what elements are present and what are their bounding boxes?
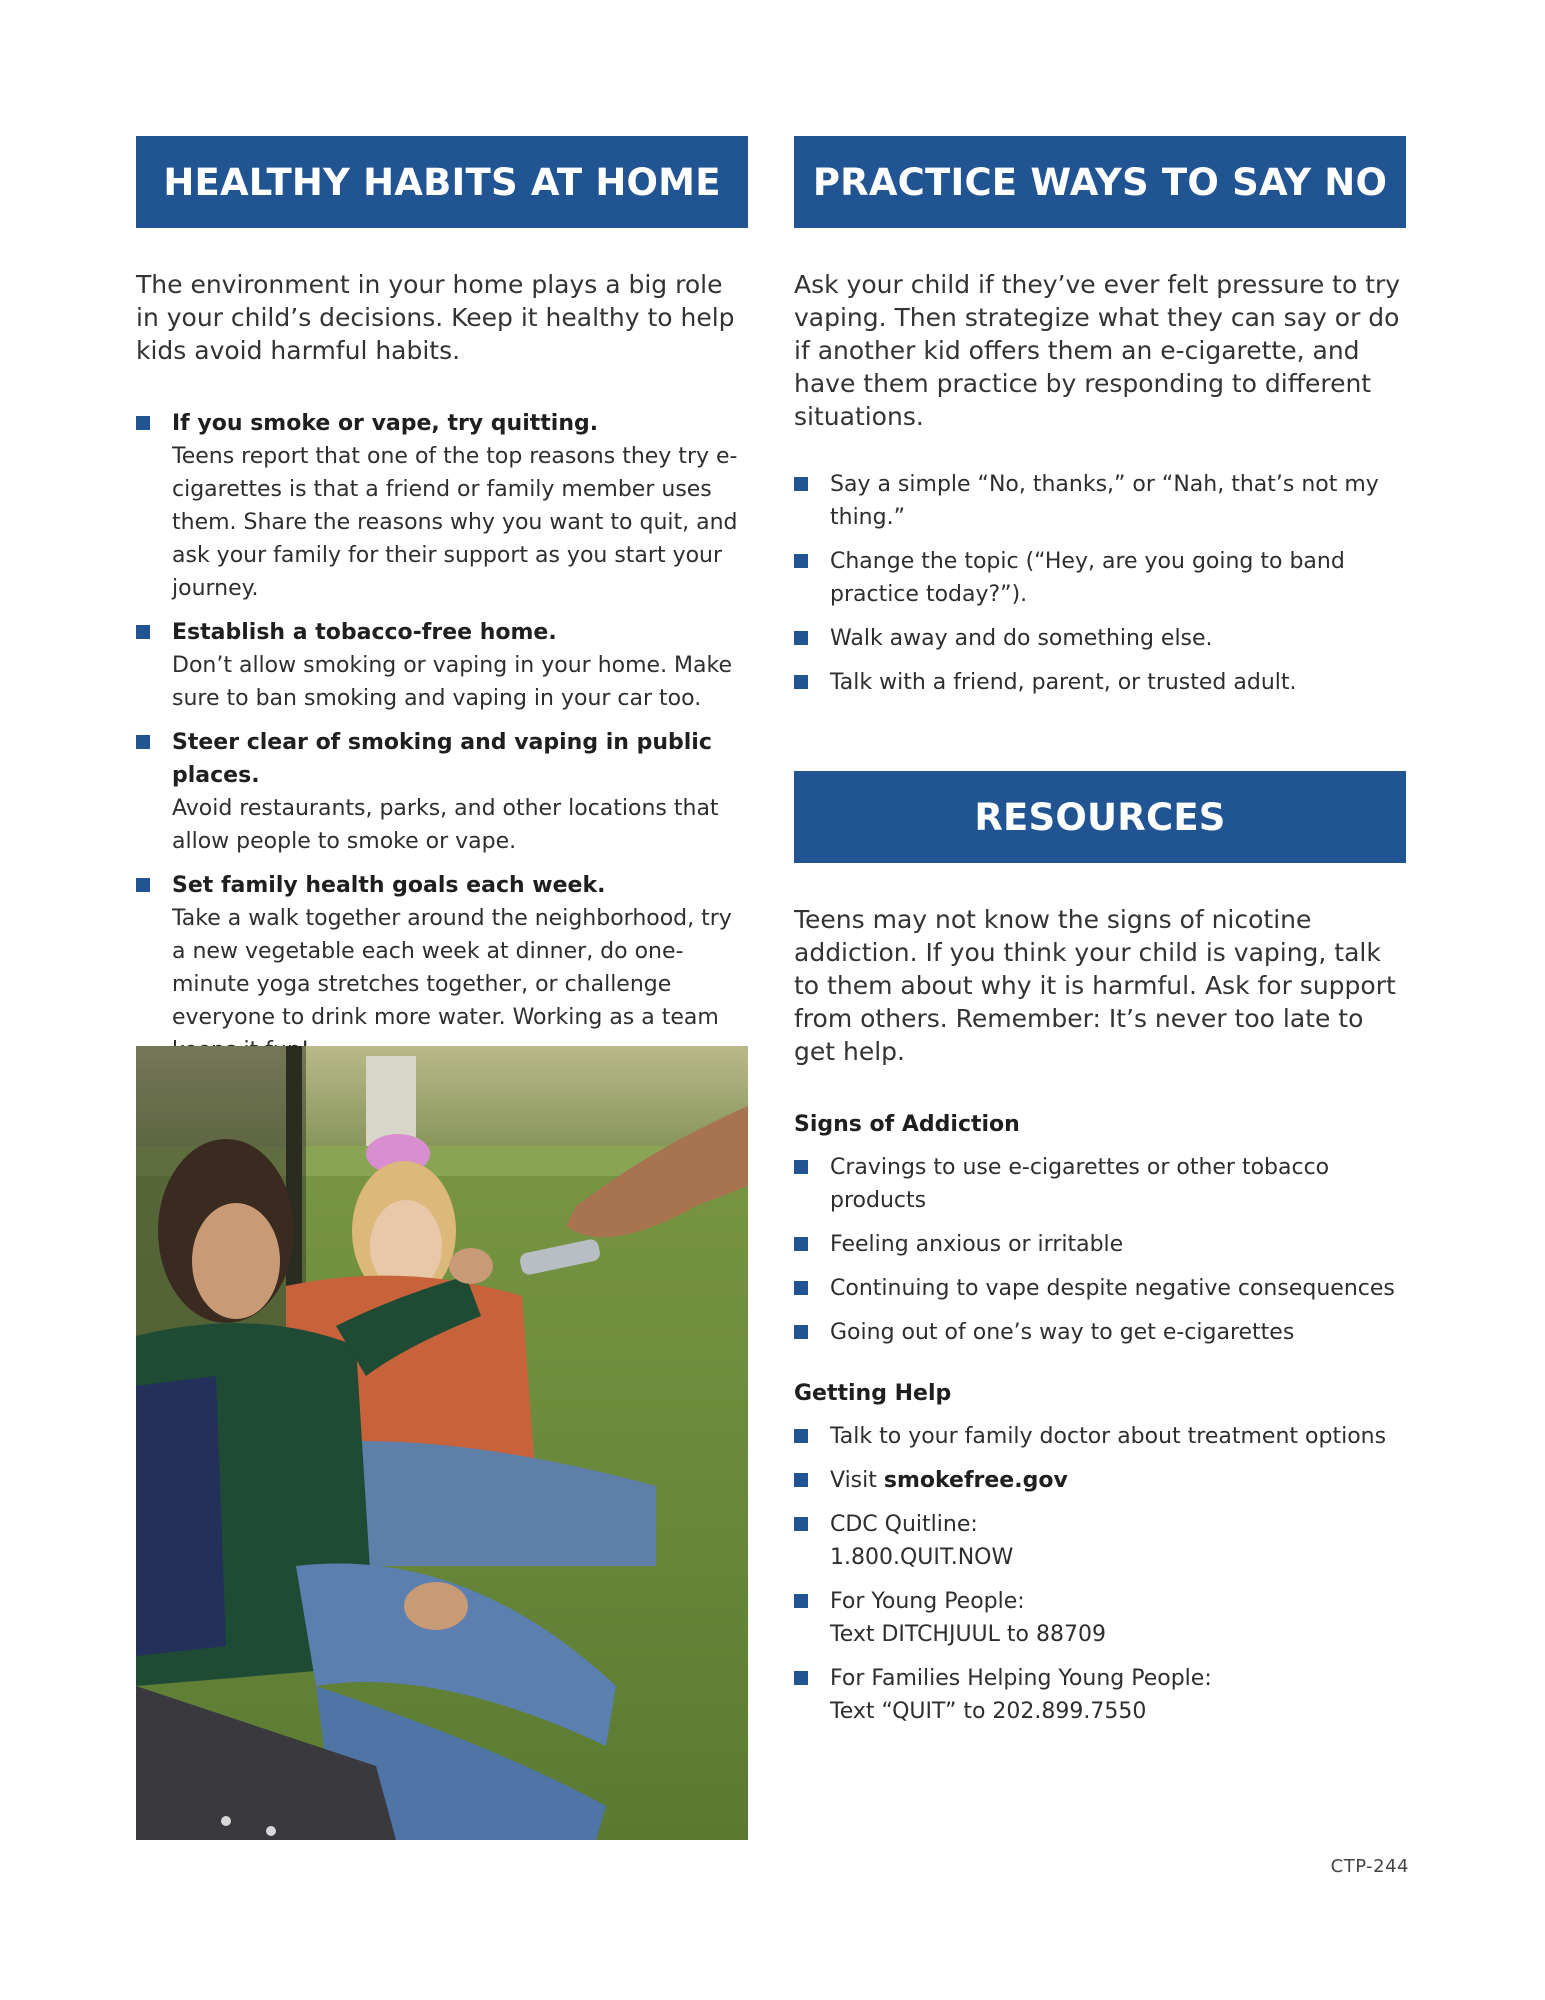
item-title: Establish a tobacco-free home. [172, 620, 557, 645]
healthy-habits-heading: HEALTHY HABITS AT HOME [163, 160, 721, 204]
item-text: Say a simple “No, thanks,” or “Nah, that’s not my thing.” [830, 472, 1379, 530]
signs-of-addiction-heading: Signs of Addiction [794, 1112, 1020, 1137]
getting-help-heading: Getting Help [794, 1381, 952, 1406]
item-title: If you smoke or vape, try quitting. [172, 411, 599, 436]
list-item [794, 1228, 1406, 1261]
list-item [794, 1662, 1406, 1728]
item-text: Feeling anxious or irritable [830, 1232, 1124, 1257]
list-item [794, 622, 1406, 655]
right-column [794, 136, 1406, 1739]
say-no-banner [794, 136, 1406, 228]
list-item [136, 407, 748, 605]
item-text: Teens report that one of the top reasons they try e-cigarettes is that a friend or family member uses them. Share the reasons why you want to quit, and ask your family for their support as you start your journey. [172, 444, 738, 601]
list-item [794, 1464, 1406, 1497]
item-title: Set family health goals each week. [172, 873, 606, 898]
square-bullet-icon [794, 1473, 808, 1487]
item-text: Change the topic (“Hey, are you going to band practice today?”). [830, 549, 1345, 607]
list-item [794, 545, 1406, 611]
list-item [136, 616, 748, 715]
resources-intro: Teens may not know the signs of nicotine addiction. If you think your child is vaping, talk to them about why it is harmful. Ask for support from others. Remember: It’s never too late to get help. [794, 905, 1396, 1066]
square-bullet-icon [794, 675, 808, 689]
healthy-habits-list [136, 407, 748, 1067]
square-bullet-icon [794, 1281, 808, 1295]
square-bullet-icon [794, 1237, 808, 1251]
list-item [136, 869, 748, 1067]
square-bullet-icon [794, 477, 808, 491]
square-bullet-icon [136, 735, 150, 749]
item-text: Avoid restaurants, parks, and other locations that allow people to smoke or vape. [172, 796, 719, 854]
list-item [136, 726, 748, 858]
item-text: Don’t allow smoking or vaping in your home. Make sure to ban smoking and vaping in your car too. [172, 653, 733, 711]
document-code: CTP-244 [1330, 1856, 1409, 1877]
list-item [794, 468, 1406, 534]
say-no-list [794, 468, 1406, 699]
signs-list [794, 1151, 1406, 1349]
item-text: Take a walk together around the neighborhood, try a new vegetable each week at dinner, do one-minute yoga stretches together, or challenge everyone to drink more water. Working as a team [172, 906, 732, 1030]
square-bullet-icon [136, 416, 150, 430]
item-text: Continuing to vape despite negative consequences [830, 1276, 1395, 1301]
square-bullet-icon [136, 878, 150, 892]
list-item [794, 1585, 1406, 1651]
getting-help-list [794, 1420, 1406, 1728]
item-text: Talk to your family doctor about treatment options [830, 1424, 1387, 1449]
quitline-number: 1.800.QUIT.NOW [830, 1545, 1014, 1570]
list-item [794, 1420, 1406, 1453]
healthy-habits-banner [136, 136, 748, 228]
left-column [136, 136, 748, 1078]
square-bullet-icon [794, 1325, 808, 1339]
square-bullet-icon [136, 625, 150, 639]
list-item [794, 1508, 1406, 1574]
teens-photo [136, 1046, 748, 1840]
square-bullet-icon [794, 1429, 808, 1443]
square-bullet-icon [794, 631, 808, 645]
square-bullet-icon [794, 1594, 808, 1608]
resources-banner [794, 771, 1406, 863]
square-bullet-icon [794, 1517, 808, 1531]
families-label: For Families Helping Young People: [830, 1666, 1212, 1691]
list-item [794, 1151, 1406, 1217]
list-item [794, 1272, 1406, 1305]
square-bullet-icon [794, 1671, 808, 1685]
item-text: Going out of one’s way to get e-cigarettes [830, 1320, 1295, 1345]
visit-prefix: Visit [830, 1468, 884, 1493]
families-text: Text “QUIT” to 202.899.7550 [830, 1699, 1147, 1724]
quitline-label: CDC Quitline: [830, 1512, 978, 1537]
square-bullet-icon [794, 1160, 808, 1174]
item-text: Walk away and do something else. [830, 626, 1213, 651]
list-item [794, 1316, 1406, 1349]
smokefree-link[interactable]: smokefree.gov [883, 1468, 1068, 1493]
item-text: Talk with a friend, parent, or trusted adult. [830, 670, 1297, 695]
resources-heading: RESOURCES [974, 795, 1226, 839]
young-people-text: Text DITCHJUUL to 88709 [830, 1622, 1106, 1647]
say-no-heading: PRACTICE WAYS TO SAY NO [812, 160, 1388, 204]
item-title: Steer clear of smoking and vaping in public places. [172, 730, 712, 788]
item-text: Cravings to use e-cigarettes or other tobacco products [830, 1155, 1330, 1213]
say-no-intro: Ask your child if they’ve ever felt pressure to try vaping. Then strategize what they can say or do if another kid offers them an e-cigarette, and have them practice by responding to different situations. [794, 270, 1401, 431]
square-bullet-icon [794, 554, 808, 568]
young-people-label: For Young People: [830, 1589, 1025, 1614]
healthy-habits-intro: The environment in your home plays a big role in your child’s decisions. Keep it healthy to help kids avoid harmful habits. [136, 270, 735, 365]
list-item [794, 666, 1406, 699]
